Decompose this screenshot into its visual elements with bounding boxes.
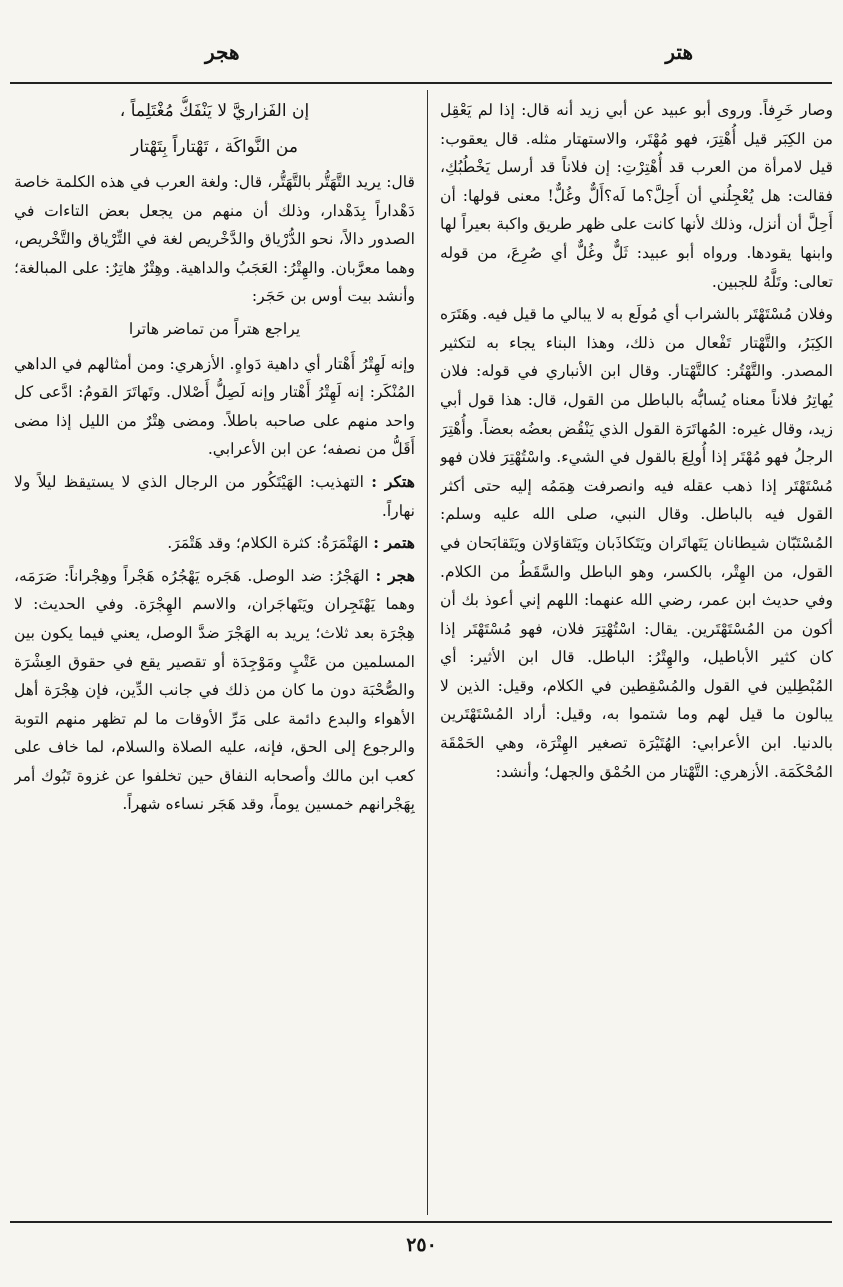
left-column — [14, 96, 415, 1221]
entry-hatkar — [14, 468, 415, 525]
column-divider — [427, 90, 428, 1215]
page-number: ٢٥٠ — [406, 1234, 437, 1256]
right-column-paragraph: وفلان مُسْتَهْتَر بالشراب أي مُولَع به لا يبالي ما قيل فيه. وهَتَرَه الكِبَرُ، والتَّهْتار تَفْعال من ذلك، وهذا البناء يجاء به لتكثير المصدر. والتَّهْتُر: كالتَّهْتار. وقال ابن الأنباري في قوله: فلان يُهاتِرُ فلاناً معناه يُسابُّه بالباطل من القول، قال: هذا قول أبي زيد، وقال غيره: المُهاتَرَة القول الذي يَنْقُض بعضُه بعضاً. وأُهْتِرَ الرجلُ فهو مُهْتَر إذا أُولِعَ بالقول في الشيء. واسْتُهْتِرَ فلان فهو مُسْتَهْتَر إذا ذهب عقله فيه وانصرفت هِمَمُه إليه حتى أكثر القول فيه بالباطل. وقال النبي، صلى الله عليه وسلم: المُسْتَبّان شيطانان يَتَهاتَران ويَتَكاذَبان ويَتَقاوَلان ويَتَقابَحان في القول، من الهِتْر، بالكسر، وهو الباطل والسَّقَطُ من الكلام. وفي حديث ابن عمر، رضي الله عنهما: اللهم إني أعوذ بك أن أكون من المُسْتَهْتَرين. يقال: اسْتُهْتِرَ فلان، فهو مُسْتَهْتَر إذا كان كثير الأباطيل، والهِتْرُ: الباطل. قال ابن الأثير: أي المُبْطِلين في القول والمُسْقِطين في الكلام، وقيل: الذين لا يبالون ما قيل لهم وما شتموا به، وقيل: أراد المُسْتَهْتَرين بالدنيا. ابن الأعرابي: الهُتَيْرَة تصغير الهِتْرَة، وهي الحَمْقَة المُحْكَمَة. الأزهري: التَّهْتار من الحُمْق والجهل؛ وأنشد: — [440, 305, 833, 781]
running-header-right: هتر — [665, 40, 693, 64]
verse-line: من النَّواكَة ، تَهْتاراً بِتَهْتار — [131, 137, 298, 157]
verse-line: إن الفَزاريَّ لا يَنْفَكُّ مُغْتَلِماً ، — [119, 101, 310, 121]
body-paragraph: قال: يريد التَّهَتُّر بالتَّهَتُّر، قال: ولغة العرب في هذه الكلمة خاصة دَهْداراً بِدَهْدار، وذلك أن منهم من يجعل بعض التاءات في الصدور دالاً، نحو الدُّرْياق والدَّخْريص لغة في التِّرْياق والتَّخْريص، وهما معرَّبان. والهِتْرُ: العَجَبُ والداهية. وهِتْرٌ هاتِرٌ: على المبالغة؛ وأنشد بيت أوس بن حَجَر: — [14, 173, 415, 306]
right-column — [440, 96, 833, 1221]
headword: هتمر : — [373, 533, 415, 553]
entry-hajar — [14, 562, 415, 819]
entry-text: الهَتْمَرَةُ: كثرة الكلام؛ وقد هَتْمَرَ. — [167, 534, 374, 553]
headword: هجر : — [375, 565, 415, 585]
entry-text: التهذيب: الهَيْتَكُور من الرجال الذي لا يستيقظ ليلاً ولا نهاراً. — [14, 472, 415, 520]
entry-hatmar — [14, 529, 415, 558]
header-rule — [10, 82, 832, 84]
headword: هتكر : — [371, 471, 415, 491]
footer-rule — [10, 1221, 832, 1223]
running-header-left: هجر — [205, 40, 240, 64]
entry-text: الهَجْرُ: ضد الوصل. هَجَره يَهْجُرُه هَجْراً وهِجْراناً: صَرَمَه، وهما يَهْتَجِران ويَتَهاجَران، والاسم الهِجْرَة. وفي الحديث: لا هِجْرَة بعد ثلاث؛ يريد به الهَجْرَ ضدَّ الوصل، يعني فيما يكون بين المسلمين من عَتْبٍ ومَوْجِدَة أو تقصير يقع في حقوق العِشْرَة والصُّحْبَة دون ما كان من ذلك في جانب الدِّين، فإن هِجْرَة أهل الأهواء والبدع دائمة على مَرِّ الأوقات ما لم تظهر منهم التوبة والرجوع إلى الحق، فإنه، عليه الصلاة والسلام، لما خاف على كعب ابن مالك وأصحابه النفاق حين تخلفوا عن غزوة تَبُوك أمر بِهَجْرانهم خمسين يوماً، وقد هَجَر نساءه شهراً. — [14, 566, 415, 814]
body-paragraph: وإنه لَهِتْرُ أَهْتار أي داهية دَواهٍ. الأزهري: ومن أمثالهم في الداهي المُنْكَر: إنه لَهِتْرُ أَهْتار وإنه لَصِلُّ أَصْلال. وتَهاتَرَ القومُ: ادَّعى كل واحد منهم على صاحبه باطلاً. ومضى هِتْرٌ من الليل إذا مضى أَقَلُّ من نصفه؛ عن ابن الأعرابي. — [14, 354, 415, 459]
right-column-paragraph: وصار خَرِفاً. وروى أبو عبيد عن أبي زيد أنه قال: إذا لم يَعْقِل من الكِبَر قيل أُهْتِرَ، فهو مُهْتَر، والاستهتار مثله. قال يعقوب: قيل لامرأة من العرب قد أُهْتِرْتِ: إن فلاناً قد أرسل يَخْطُبُكِ، فقالت: هل يُعْجِلُني أن أَحِلَّ؟ما لَه؟أَلٌّ وغُلٌّ! معنى قولها: أن أَحِلَّ أن أنزل، وذلك لأنها كانت على ظهر طريق واكبة بعيراً لها وابنها يقودها. ورواه أبو عبيد: ثَلٌّ وغُلٌّ أي صُرِعَ، من قوله تعالى: وتَلَّهُ للجبين. — [440, 101, 833, 291]
verse-line: يراجع هتراً من تماضر هاترا — [128, 319, 301, 338]
